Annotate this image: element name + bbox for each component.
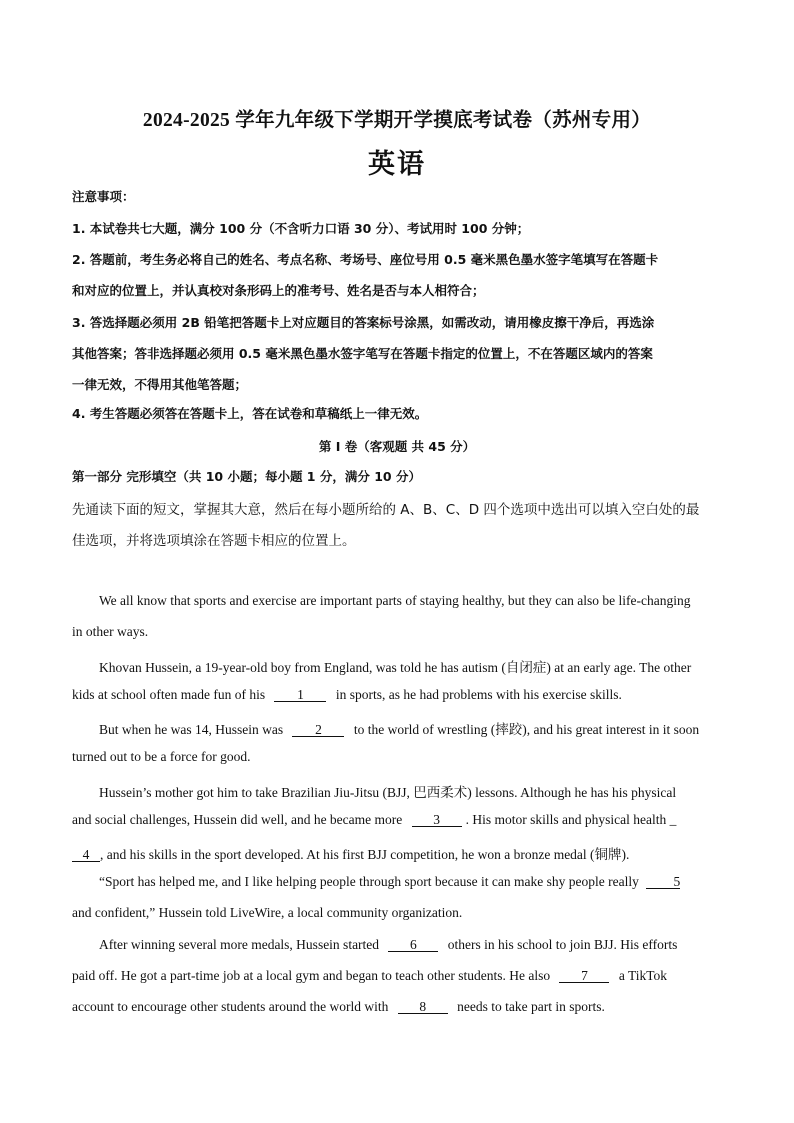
passage-text: account to encourage other students around the world with [72, 999, 389, 1014]
passage-line: Khovan Hussein, a 19-year-old boy from England, was told he has autism (自闭症) at an early age. The other [99, 660, 692, 675]
passage-text: After winning several more medals, Hussein started [99, 937, 380, 952]
passage-line [72, 968, 667, 984]
passage-line [99, 937, 677, 953]
passage-line: Hussein’s mother got him to take Brazilian Jiu-Jitsu (BJJ, 巴西柔术) lessons. Although he has his physical [99, 785, 677, 800]
passage-text: and social challenges, Hussein did well, and he became more [72, 812, 403, 827]
passage-text: “Sport has helped me, and I like helping people through sport because it can make shy people really [99, 874, 639, 889]
blank-3: 3 [412, 813, 462, 827]
notice-line: 3. 答选择题必须用 2B 铅笔把答题卡上对应题目的答案标号涂黑，如需改动，请用橡皮擦干净后，再选涂 [72, 315, 655, 330]
passage-text: in sports, as he had problems with his exercise skills. [335, 687, 622, 702]
passage-line: and confident,” Hussein told LiveWire, a local community organization. [72, 905, 463, 920]
passage-line [72, 687, 622, 703]
passage-text: a TikTok [618, 968, 668, 983]
volume-heading: 第 I 卷（客观题 共 45 分） [318, 439, 476, 454]
passage-text: , and his skills in the sport developed. At his first BJJ competition, he won a bronze medal (铜牌). [100, 847, 630, 862]
passage-text: kids at school often made fun of his [72, 687, 266, 702]
passage-text: needs to take part in sports. [457, 999, 605, 1014]
blank-1: 1 [274, 688, 326, 702]
passage-line: We all know that sports and exercise are important parts of staying healthy, but they can also be life-changing [99, 593, 691, 608]
notice-line: 2. 答题前，考生务必将自己的姓名、考点名称、考场号、座位号用 0.5 毫米黑色墨水签字笔填写在答题卡 [72, 252, 659, 267]
subject-title: 英语 [368, 149, 426, 180]
instruction-line: 先通读下面的短文，掌握其大意，然后在每小题所给的 A、B、C、D 四个选项中选出可以填入空白处的最 [72, 502, 700, 518]
passage-text: others in his school to join BJJ. His efforts [447, 937, 678, 952]
passage-text: But when he was 14, Hussein was [99, 722, 284, 737]
passage-line [72, 843, 629, 863]
notice-heading: 注意事项： [72, 189, 135, 204]
blank-4: 4 [72, 848, 100, 862]
part-heading: 第一部分 完形填空（共 10 小题；每小题 1 分，满分 10 分） [72, 469, 421, 484]
notice-line: 其他答案；答非选择题必须用 0.5 毫米黑色墨水签字笔写在答题卡指定的位置上，不在答题区域内的答案 [72, 346, 653, 361]
passage-line [72, 812, 676, 828]
blank-2: 2 [292, 723, 344, 737]
exam-title: 2024-2025 学年九年级下学期开学摸底考试卷（苏州专用） [142, 110, 652, 131]
notice-line: 和对应的位置上，并认真校对条形码上的准考号、姓名是否与本人相符合； [72, 283, 485, 298]
instruction-line: 佳选项，并将选项填涂在答题卡相应的位置上。 [72, 533, 356, 549]
passage-text: . His motor skills and physical health _ [465, 812, 677, 827]
blank-8: 8 [398, 1000, 448, 1014]
notice-line: 一律无效，不得用其他笔答题； [72, 377, 248, 392]
passage-text: paid off. He got a part-time job at a local gym and began to teach other students. He also [72, 968, 551, 983]
notice-line: 1. 本试卷共七大题，满分 100 分（不含听力口语 30 分）、考试用时 100 分钟； [72, 221, 530, 236]
blank-7: 7 [559, 969, 609, 983]
blank-5: 5 [646, 875, 680, 889]
blank-6: 6 [388, 938, 438, 952]
passage-line [99, 874, 680, 890]
passage-line [99, 718, 699, 738]
passage-line: turned out to be a force for good. [72, 749, 251, 764]
passage-line [72, 999, 605, 1015]
passage-text: to the world of wrestling (摔跤), and his great interest in it soon [353, 722, 700, 737]
notice-line: 4. 考生答题必须答在答题卡上，答在试卷和草稿纸上一律无效。 [72, 406, 428, 421]
passage-line: in other ways. [72, 624, 149, 639]
